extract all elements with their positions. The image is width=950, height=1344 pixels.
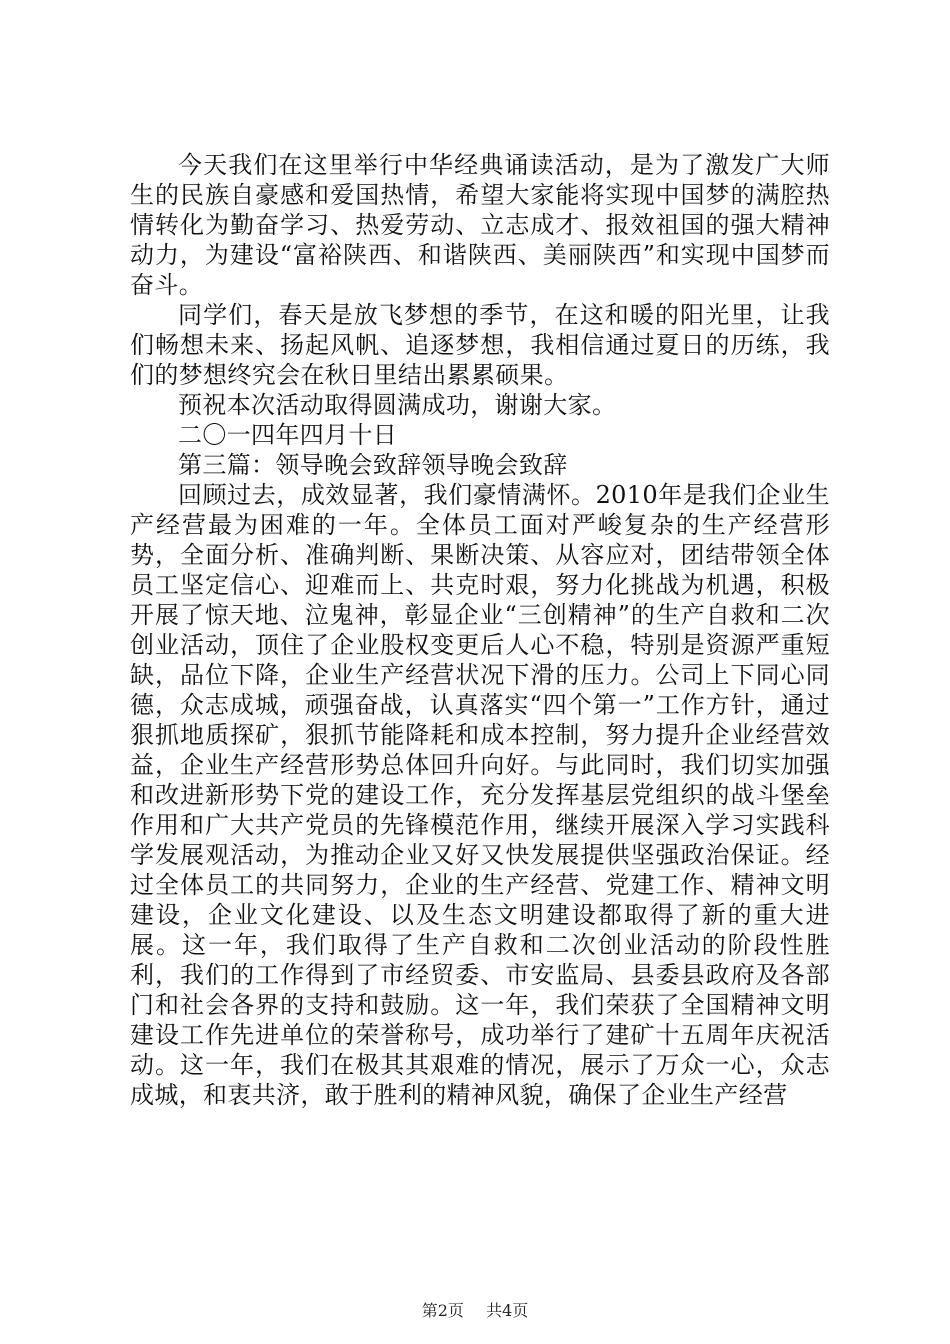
paragraph-review: 回顾过去，成效显著，我们豪情满怀。2010年是我们企业生产经营最为困难的一年。全体员工面对严峻复杂的生产经营形势，全面分析、准确判断、果断决策、从容应对，团结带领全体员工坚定信心、迎难而上、共克时艰，努力化挑战为机遇，积极开展了惊天地、泣鬼神，彰显企业“三创精神”的生产自救和二次创业活动，顶住了企业股权变更后人心不稳，特别是资源严重短缺，品位下降，企业生产经营状况下滑的压力。公司上下同心同德，众志成城，顽强奋战，认真落实“四个第一”工作方针，通过狠抓地质探矿，狠抓节能降耗和成本控制，努力提升企业经营效益，企业生产经营形势总体回升向好。与此同时，我们切实加强和改进新形势下党的建设工作，充分发挥基层党组织的战斗堡垒作用和广大共产党员的先锋模范作用，继续开展深入学习实践科学发展观活动，为推动企业又好又快发展提供坚强政治保证。经过全体员工的共同努力，企业的生产经营、党建工作、精神文明建设，企业文化建设、以及生态文明建设都取得了新的重大进展。这一年，我们取得了生产自救和二次创业活动的阶段性胜利，我们的工作得到了市经贸委、市安监局、县委县政府及各部门和社会各界的支持和鼓励。这一年，我们荣获了全国精神文明建设工作先进单位的荣誉称号，成功举行了建矿十五周年庆祝活动。这一年，我们在极其其艰难的情况，展示了万众一心，众志成城，和衷共济，敢于胜利的精神风貌，确保了企业生产经营 [130, 481, 830, 1109]
paragraph-reading-activity: 今天我们在这里举行中华经典诵读活动，是为了激发广大师生的民族自豪感和爱国热情，希望大家能将实现中国梦的满腔热情转化为勤奋学习、热爱劳动、立志成才、报效祖国的强大精神动力，为建设“富裕陕西、和谐陕西、美丽陕西”和实现中国梦而奋斗。 [130, 151, 830, 299]
paragraph-students-dreams: 同学们，春天是放飞梦想的季节，在这和暖的阳光里，让我们畅想未来、扬起风帆、追逐梦想，我相信通过夏日的历练，我们的梦想终究会在秋日里结出累累硕果。 [130, 301, 830, 389]
section-heading: 第三篇：领导晚会致辞领导晚会致辞 [178, 451, 568, 479]
paragraph-wishes: 预祝本次活动取得圆满成功，谢谢大家。 [178, 391, 617, 419]
paragraph-date: 二〇一四年四月十日 [178, 421, 398, 449]
page-total: 共4页 [486, 1301, 529, 1320]
document-body [130, 150, 830, 1110]
page-number: 第2页 [421, 1301, 464, 1320]
page-footer [0, 1301, 950, 1321]
